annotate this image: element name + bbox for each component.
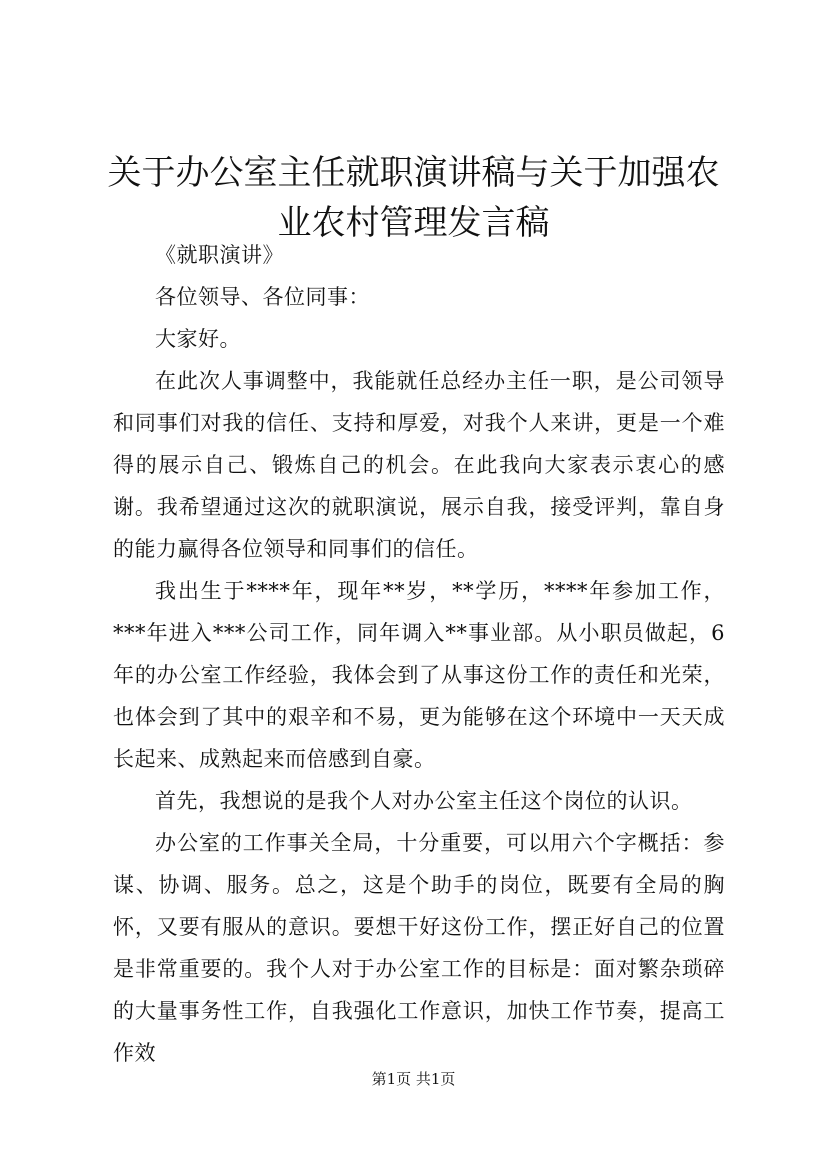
body-paragraph: 我出生于****年，现年**岁，**学历，****年参加工作，***年进入***公司工作，同年调入**事业部。从小职员做起，6年的办公室工作经验，我体会到了从事这份工作的责任和光荣，也体会到了其中的艰辛和不易，更为能够在这个环境中一天天成长起来、成熟起来而倍感到自豪。 xyxy=(113,579,725,771)
document-body xyxy=(113,234,725,1074)
body-paragraph: 首先，我想说的是我个人对办公室主任这个岗位的认识。 xyxy=(155,789,693,813)
body-paragraph: 大家好。 xyxy=(155,327,241,351)
body-paragraph: 办公室的工作事关全局，十分重要，可以用六个字概括：参谋、协调、服务。总之，这是个助手的岗位，既要有全局的胸怀，又要有服从的意识。要想干好这份工作，摆正好自己的位置是非常重要的。我个人对于办公室工作的目标是：面对繁杂琐碎的大量事务性工作，自我强化工作意识，加快工作节奏，提高工作效 xyxy=(113,831,725,1065)
body-paragraph: 《就职演讲》 xyxy=(155,243,284,267)
body-paragraph: 在此次人事调整中，我能就任总经办主任一职，是公司领导和同事们对我的信任、支持和厚爱，对我个人来讲，更是一个难得的展示自己、锻炼自己的机会。在此我向大家表示衷心的感谢。我希望通过这次的就职演说，展示自我，接受评判，靠自身的能力赢得各位领导和同事们的信任。 xyxy=(113,369,725,561)
document-title: 关于办公室主任就职演讲稿与关于加强农业农村管理发言稿 xyxy=(107,153,720,243)
page-footer: 第1页 共1页 xyxy=(371,1070,456,1088)
body-paragraph: 各位领导、各位同事： xyxy=(155,285,370,309)
